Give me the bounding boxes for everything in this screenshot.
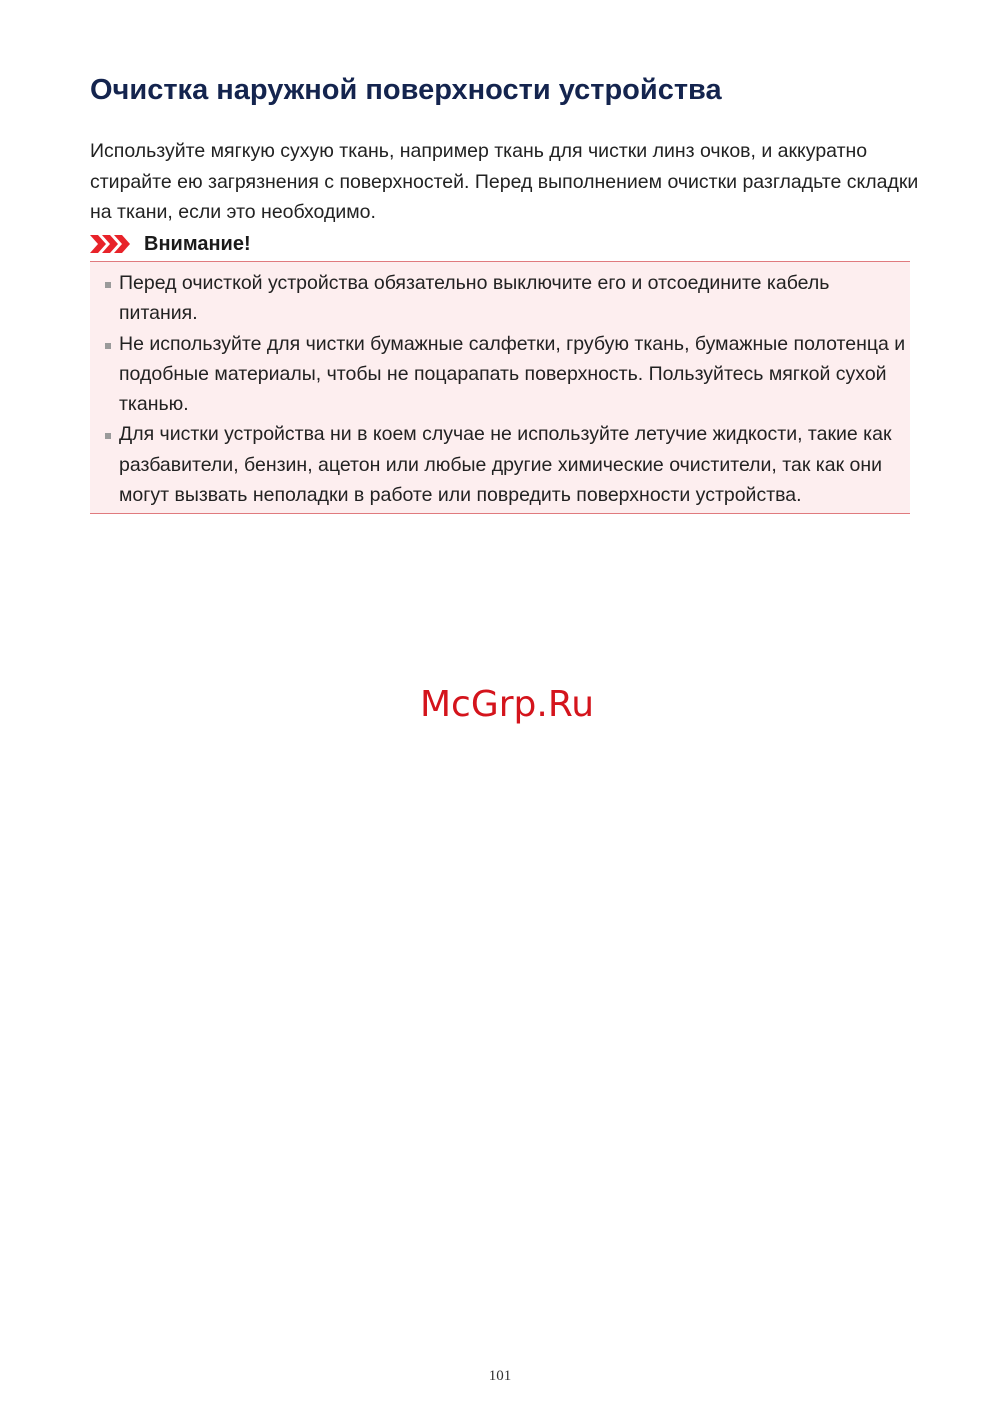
caution-box <box>90 261 910 514</box>
caution-item-text: Не используйте для чистки бумажные салфетки, грубую ткань, бумажные полотенца и подобные материалы, чтобы не поцарапать поверхность. Пользуйтесь мягкой сухой тканью. <box>119 332 906 416</box>
caution-item-text: Перед очисткой устройства обязательно выключите его и отсоедините кабель питания. <box>119 272 830 325</box>
page-number: 101 <box>488 1368 512 1384</box>
caution-header <box>90 230 251 258</box>
caution-item <box>90 329 910 420</box>
triple-chevron-caution-icon <box>90 235 132 253</box>
intro-paragraph: Используйте мягкую сухую ткань, например ткань для чистки линз очков, и аккуратно стирайте ею загрязнения с поверхностей. Перед выполнением очистки разгладьте складки на ткани, если это необходимо. <box>90 140 919 223</box>
square-bullet-icon <box>105 282 111 288</box>
square-bullet-icon <box>105 433 111 439</box>
caution-item <box>90 268 910 329</box>
square-bullet-icon <box>105 343 111 349</box>
watermark: McGrp.Ru <box>419 684 595 725</box>
caution-list <box>90 262 910 510</box>
page-title: Очистка наружной поверхности устройства <box>90 74 722 106</box>
caution-label: Внимание! <box>144 232 251 255</box>
caution-item-text: Для чистки устройства ни в коем случае не используйте летучие жидкости, такие как разбавители, бензин, ацетон или любые другие химические очистители, так как они могут вызвать неполадки в работе или повредить поверхности устройства. <box>119 423 892 507</box>
caution-item <box>90 419 910 510</box>
